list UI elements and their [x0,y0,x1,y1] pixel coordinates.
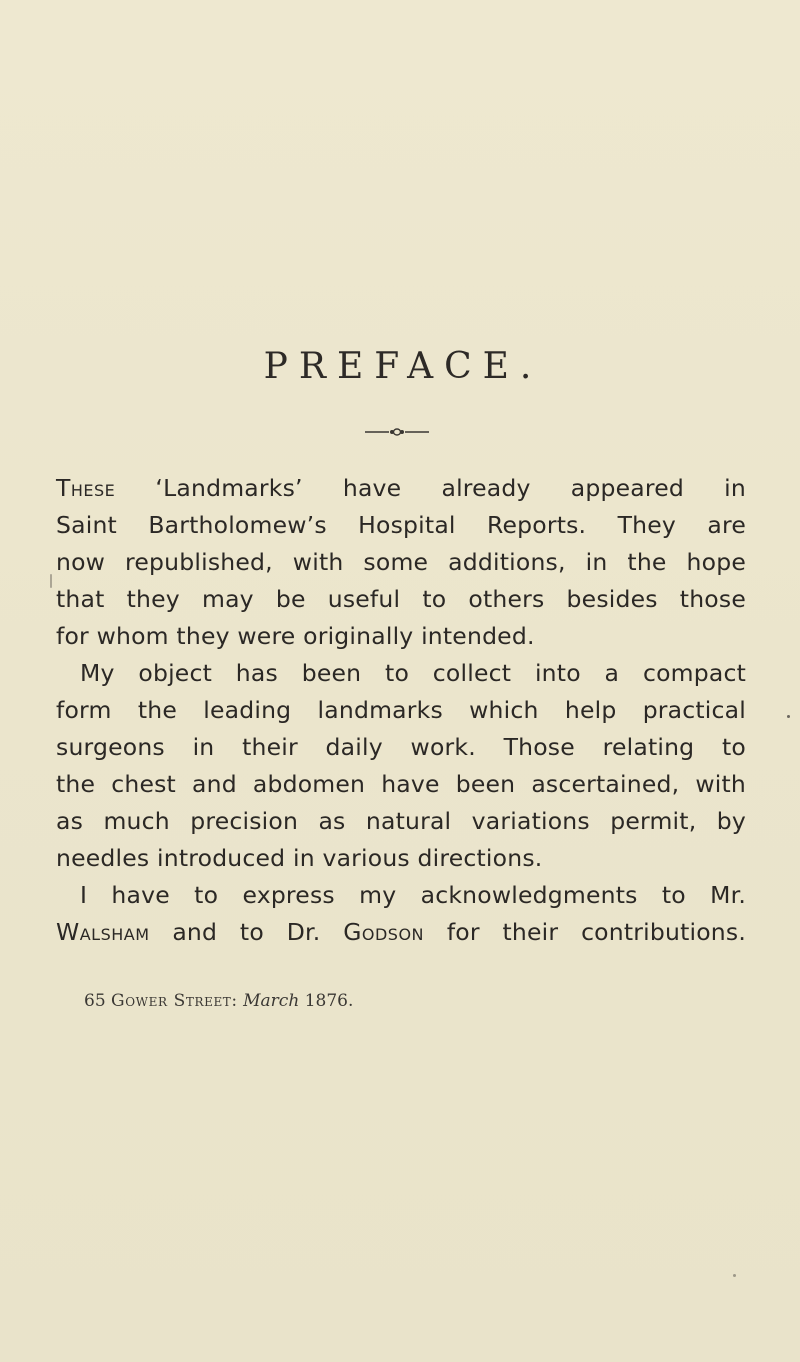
signature-year: 1876. [304,991,354,1011]
ornament-divider [365,428,429,436]
text-line [56,544,746,581]
paper-speck [733,1274,736,1277]
line-text: Saint Bartholomew’s Hospital Reports. They are [56,511,746,539]
page-title: PREFACE. [263,346,543,387]
line-text: form the leading landmarks which help practical [56,696,746,724]
text-line [56,507,746,544]
line-text: now republished, with some additions, in the hope [56,548,746,576]
line-text: surgeons in their daily work. Those relating to [56,733,746,761]
line-text: that they may be useful to others besides those [56,585,746,613]
line-text: I have to express my acknowledgments to Mr. [80,881,746,909]
text-line [56,692,746,729]
text-line [56,840,746,877]
street-number: 65 [84,991,106,1011]
signature-line [84,991,353,1011]
text-line [56,914,746,951]
name-small-caps: Walsham [56,918,150,946]
text-line [56,803,746,840]
text-line [56,729,746,766]
text-line [56,618,746,655]
text-line [56,470,746,507]
text-line [56,766,746,803]
text-line [56,581,746,618]
preface-body [56,470,746,951]
line-text: My object has been to collect into a compact [80,659,746,687]
text-line [56,655,746,692]
text-line [56,877,746,914]
line-text: needles introduced in various directions. [56,844,543,872]
line-text: for whom they were originally intended. [56,622,535,650]
paper-speck [787,715,790,718]
lead-word: These [56,474,116,502]
line-text: the chest and abdomen have been ascertained, with [56,770,746,798]
signature-month: March [243,991,300,1011]
line-text: Walsham and to Dr. Godson for their contributions. [56,918,747,946]
street-name: Gower Street: [111,991,238,1011]
line-text: ‘Landmarks’ have already appeared in [115,474,746,502]
line-text: as much precision as natural variations permit, by [56,807,746,835]
paper-mark [50,574,52,588]
name-small-caps: Godson [343,918,425,946]
